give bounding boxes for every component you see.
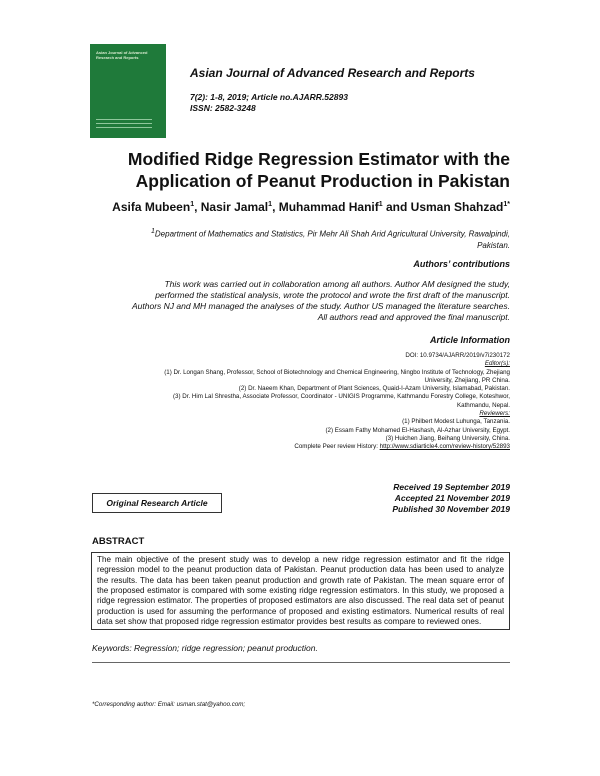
received-date: Received 19 September 2019 (393, 482, 510, 492)
editors-label: Editor(s): (484, 360, 510, 368)
cover-title: Asian Journal of Advanced Research and Reports (96, 50, 148, 60)
affiliation-sup: 1 (150, 228, 155, 235)
contributions-line: All authors read and approved the final manuscript. (317, 312, 510, 322)
peer-review-history (30, 443, 510, 451)
doi: DOI: 10.9734/AJARR/2019/v7i230172 (405, 352, 510, 359)
affiliation (90, 226, 510, 251)
footnote-divider (92, 662, 510, 663)
author-name: Muhammad Hanif (278, 200, 379, 214)
author-name: Usman Shahzad (410, 200, 504, 214)
contributions-heading: Authors’ contributions (413, 259, 510, 269)
peer-review-link[interactable]: http://www.sdiarticle4.com/review-history/52893 (379, 443, 510, 451)
published-date: Published 30 November 2019 (392, 504, 510, 514)
author-list (60, 200, 510, 214)
editor-line: (1) Dr. Longan Shang, Professor, School of Biotechnology and Chemical Engineering, Ningbo Institute of Technology, Zhejiang (164, 368, 510, 376)
corresponding-author-footnote: *Corresponding author: Email: usman.stat@yahoo.com; (92, 701, 246, 708)
editor-line: Kathmandu, Nepal. (457, 401, 510, 409)
article-info-heading: Article Information (429, 335, 510, 345)
article-info-block (30, 352, 510, 452)
affiliation-line-1: Department of Mathematics and Statistics, Pir Mehr Ali Shah Arid Agricultural University, Rawalpindi, (154, 229, 510, 239)
author-separator: , (272, 200, 279, 214)
author-sup: 1 (378, 201, 383, 208)
article-dates (330, 482, 510, 515)
reviewer-line: (2) Essam Fathy Mohamed El-Hashash, Al-Azhar University, Egypt. (325, 426, 510, 434)
contributions-text (90, 279, 510, 323)
author-sup: 1* (503, 201, 510, 208)
editor-line: University, Zhejiang, PR China. (424, 376, 510, 384)
contributions-line: This work was carried out in collaboration among all authors. Author AM designed the study, (164, 279, 510, 289)
author-separator: , (194, 200, 201, 214)
volume-line: 7(2): 1-8, 2019; Article no.AJARR.52893 (190, 92, 348, 102)
paper-title (60, 148, 510, 192)
issn-line: ISSN: 2582-3248 (190, 103, 256, 113)
editor-line: (2) Dr. Naeem Khan, Department of Plant Sciences, Quaid-I-Azam University, Islamabad, Pakistan. (238, 385, 510, 393)
keywords: Keywords: Regression; ridge regression; peanut production. (92, 643, 318, 653)
contributions-line: performed the statistical analysis, wrote the protocol and wrote the first draft of the manuscript. (155, 290, 510, 300)
reviewers-label: Reviewers: (479, 410, 510, 418)
author-sup: 1 (190, 201, 195, 208)
contributions-line: Authors NJ and MH managed the analyses of the study. Author US managed the literature searches. (132, 301, 510, 311)
article-type-badge: Original Research Article (92, 493, 222, 513)
accepted-date: Accepted 21 November 2019 (394, 493, 510, 503)
author-and: and (382, 200, 411, 214)
abstract-text: The main objective of the present study was to develop a new ridge regression estimator and fit the ridge regression model to the peanut production data of Pakistan. Peanut production data has been used to analyze the results. The data has been taken peanut production and growth rate of Pakistan. The mean square error of the proposed estimator is compared with some existing ridge regression estimators. In this study, we proposed a ridge regression estimator. The properties of proposed estimators are also discussed. The real data set of peanut production is used for assuming the performance of proposed and existing estimators. Numerical results of real data set show that proposed ridge regression estimator provides best results as compare to reviewed ones. (91, 552, 510, 630)
reviewer-line: (1) Philbert Modest Luhunga, Tanzania. (402, 418, 510, 426)
cover-decoration (96, 116, 152, 128)
title-line-2: Application of Peanut Production in Pakistan (135, 171, 510, 191)
peer-review-label: Complete Peer review History: (294, 443, 380, 451)
author-name: Nasir Jamal (200, 200, 269, 214)
author-sup: 1 (268, 201, 273, 208)
journal-cover-image (90, 44, 166, 138)
author-name: Asifa Mubeen (112, 200, 191, 214)
affiliation-line-2: Pakistan. (477, 240, 510, 250)
journal-name: Asian Journal of Advanced Research and Reports (190, 66, 475, 80)
editor-line: (3) Dr. Him Lal Shrestha, Associate Professor, Coordinator - UNIGIS Programme, Kathmandu Forestry College, Koteshwor, (172, 393, 510, 401)
title-line-1: Modified Ridge Regression Estimator with the (127, 149, 510, 169)
abstract-heading: ABSTRACT (92, 536, 145, 547)
reviewer-line: (3) Huichen Jiang, Beihang University, China. (385, 434, 510, 442)
